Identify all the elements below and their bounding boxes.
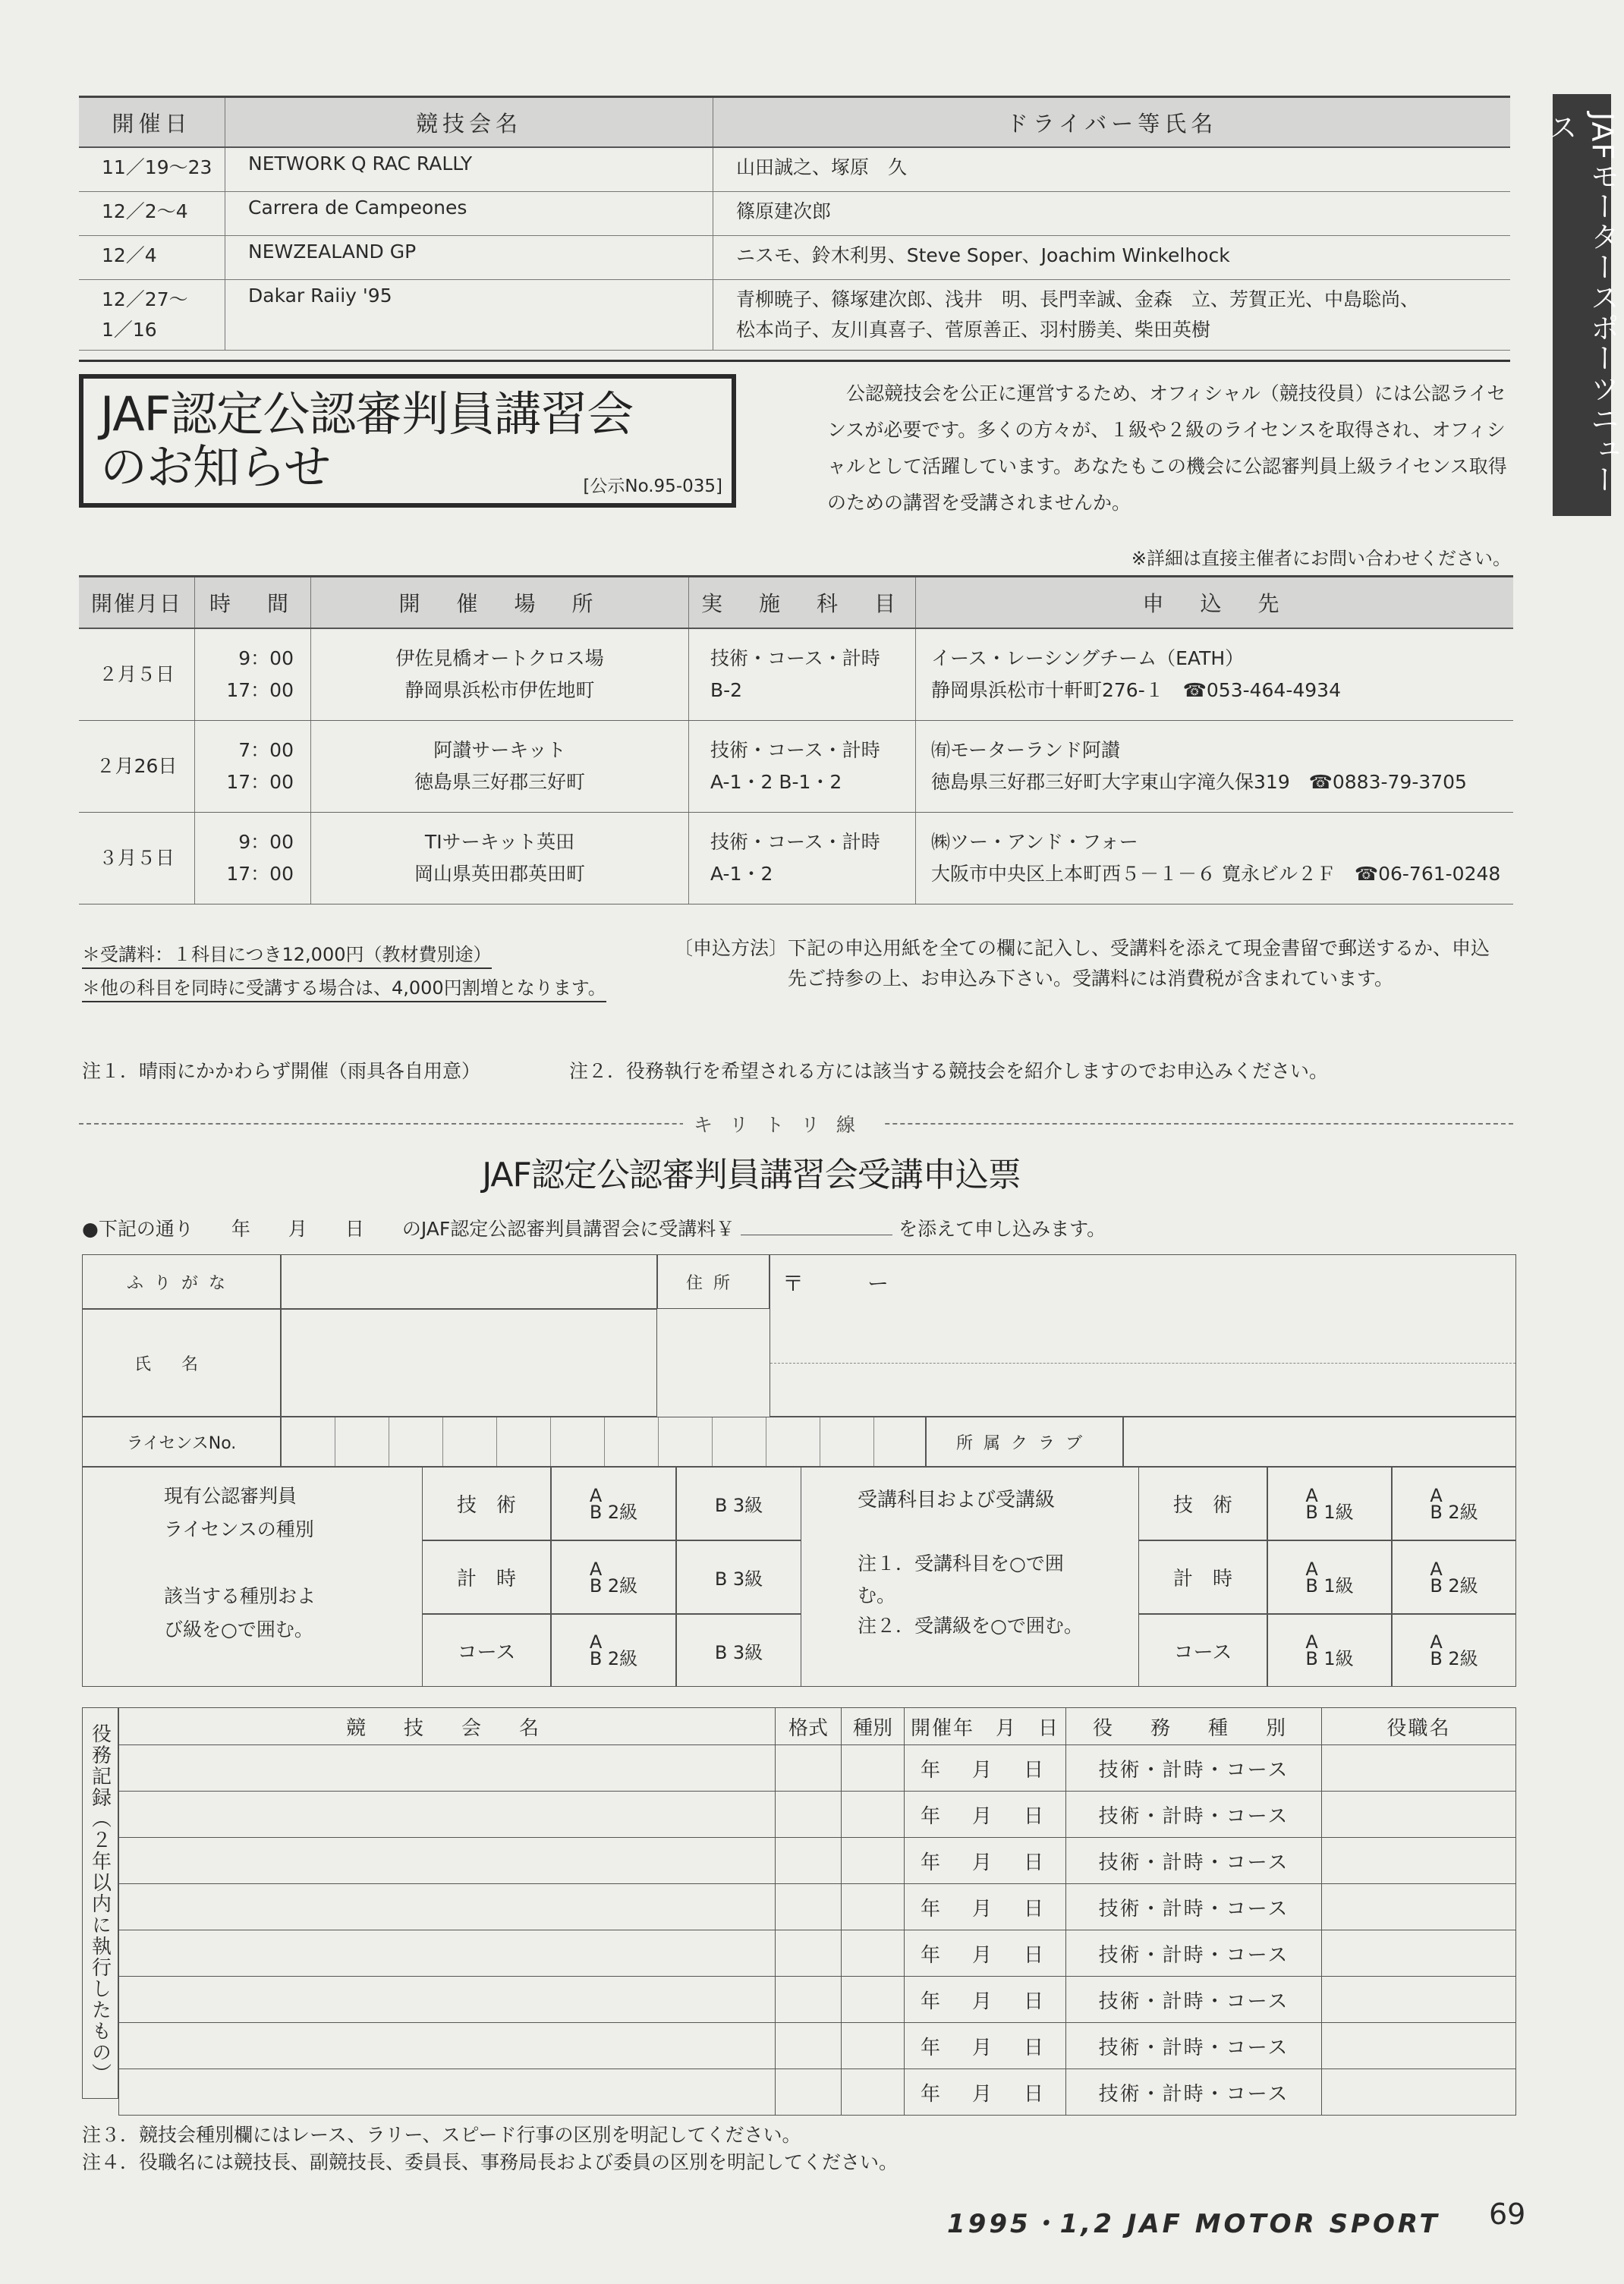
duty-event-field[interactable] bbox=[119, 2023, 776, 2069]
duty-header-event: 競 技 会 名 bbox=[119, 1708, 776, 1745]
session-contact-name: ㈲モーターランド阿讃 bbox=[931, 739, 1121, 761]
result-event: NETWORK Q RAC RALLY bbox=[225, 147, 713, 191]
notice-title-line1: JAF認定公認審判員講習会 bbox=[100, 386, 634, 442]
section-side-tab: JAFモータースポーツニュース bbox=[1553, 94, 1611, 516]
subject-timing-ab1[interactable]: A B 1級 bbox=[1267, 1540, 1392, 1614]
address-divider bbox=[770, 1363, 1515, 1364]
duty-type-options[interactable]: 技術・計時・コース bbox=[1066, 2069, 1322, 2116]
session-place-name: 阿讃サーキット bbox=[433, 739, 566, 761]
duty-grade-field[interactable] bbox=[776, 2023, 842, 2069]
session-subject: 技術・コース・計時 bbox=[710, 831, 880, 853]
address-field[interactable] bbox=[770, 1254, 1516, 1417]
sessions-header-place: 開 催 場 所 bbox=[311, 577, 689, 629]
duty-type-options[interactable]: 技術・計時・コース bbox=[1066, 1792, 1322, 1838]
results-header-drivers: ドライバー等氏名 bbox=[713, 97, 1511, 148]
duty-grade-field[interactable] bbox=[776, 1930, 842, 1977]
duty-type-options[interactable]: 技術・計時・コース bbox=[1066, 1838, 1322, 1884]
current-timing-b3[interactable]: B 3級 bbox=[676, 1540, 801, 1614]
footnote-3: 注３．競技会種別欄にはレース、ラリー、スピード行事の区別を明記してください。 bbox=[82, 2124, 801, 2146]
duty-grade-field[interactable] bbox=[776, 1977, 842, 2023]
table-row bbox=[79, 279, 1510, 350]
duty-date-cell[interactable]: 年 月 日 bbox=[905, 1884, 1066, 1930]
duty-grade-field[interactable] bbox=[776, 1884, 842, 1930]
sessions-header-contact: 申 込 先 bbox=[916, 577, 1514, 629]
table-row bbox=[79, 235, 1510, 279]
session-subject: 技術・コース・計時 bbox=[710, 739, 880, 761]
duty-type-field[interactable] bbox=[842, 1930, 905, 1977]
results-table bbox=[79, 96, 1510, 351]
subject-row-timing: 計 時 bbox=[1138, 1540, 1267, 1614]
furigana-field[interactable] bbox=[281, 1254, 657, 1309]
duty-date-cell[interactable]: 年 月 日 bbox=[905, 1792, 1066, 1838]
session-grade: B-2 bbox=[710, 679, 743, 701]
duty-title-field[interactable] bbox=[1322, 1930, 1516, 1977]
session-place-address: 静岡県浜松市伊佐地町 bbox=[404, 679, 595, 701]
current-row-tech: 技 術 bbox=[422, 1467, 551, 1540]
table-row bbox=[119, 1838, 1516, 1884]
page-number: 69 bbox=[1489, 2197, 1526, 2231]
duty-event-field[interactable] bbox=[119, 1977, 776, 2023]
duty-header-duty: 役 務 種 別 bbox=[1066, 1708, 1322, 1745]
duty-type-field[interactable] bbox=[842, 1745, 905, 1792]
current-course-ab2[interactable]: A B 2級 bbox=[551, 1614, 676, 1687]
duty-event-field[interactable] bbox=[119, 1792, 776, 1838]
session-date: ２月26日 bbox=[79, 721, 195, 813]
sessions-header-date: 開催月日 bbox=[79, 577, 195, 629]
table-row bbox=[79, 813, 1513, 904]
duty-grade-field[interactable] bbox=[776, 1838, 842, 1884]
notice-number: [公示No.95-035] bbox=[583, 477, 722, 496]
duty-type-field[interactable] bbox=[842, 1792, 905, 1838]
duty-date-cell[interactable]: 年 月 日 bbox=[905, 1745, 1066, 1792]
duty-type-options[interactable]: 技術・計時・コース bbox=[1066, 2023, 1322, 2069]
session-contact-address: 大阪市中央区上本町西５－１－６ 寛永ビル２Ｆ ☎06-761-0248 bbox=[931, 863, 1501, 885]
duty-record-table bbox=[118, 1707, 1516, 2116]
duty-title-field[interactable] bbox=[1322, 1884, 1516, 1930]
detail-note: ※詳細は直接主催者にお問い合わせください。 bbox=[1131, 548, 1511, 569]
publication-footer: 1995・1,2 JAF MOTOR SPORT bbox=[947, 2209, 1440, 2239]
form-lead-tail: を添えて申し込みます。 bbox=[899, 1218, 1106, 1240]
session-contact-address: 徳島県三好郡三好町大字東山字滝久保319 ☎0883-79-3705 bbox=[931, 771, 1467, 793]
footnote-4: 注４．役職名には競技長、副競技長、委員長、事務局長および委員の区別を明記してください。 bbox=[82, 2151, 899, 2173]
session-date: ２月５日 bbox=[79, 628, 195, 721]
result-drivers: 青柳暁子、篠塚建次郎、浅井 明、長門幸誠、金森 立、芳賀正光、中島聡尚、 松本尚子、友川真喜子、菅原善正、羽村勝美、柴田英樹 bbox=[713, 279, 1511, 350]
duty-grade-field[interactable] bbox=[776, 2069, 842, 2116]
session-date: ３月５日 bbox=[79, 813, 195, 904]
result-date: 12／4 bbox=[79, 235, 225, 279]
subject-tech-ab2[interactable]: A B 2級 bbox=[1392, 1467, 1516, 1540]
table-row bbox=[79, 147, 1510, 191]
result-event: Carrera de Campeones bbox=[225, 191, 713, 235]
session-time-start: 9：00 bbox=[238, 831, 294, 853]
duty-title-field[interactable] bbox=[1322, 1977, 1516, 2023]
table-row bbox=[119, 1745, 1516, 1792]
subject-row-tech: 技 術 bbox=[1138, 1467, 1267, 1540]
form-lead-text: ●下記の通り 年 月 日 のJAF認定公認審判員講習会に受講料￥ bbox=[82, 1218, 735, 1240]
duty-type-field[interactable] bbox=[842, 1838, 905, 1884]
current-row-timing: 計 時 bbox=[422, 1540, 551, 1614]
license-no-field[interactable] bbox=[281, 1417, 926, 1467]
duty-title-field[interactable] bbox=[1322, 1745, 1516, 1792]
note-1: 注１．晴雨にかかわらず開催（雨具各自用意） bbox=[82, 1060, 481, 1082]
duty-type-field[interactable] bbox=[842, 2023, 905, 2069]
current-course-b3[interactable]: B 3級 bbox=[676, 1614, 801, 1687]
session-place-address: 徳島県三好郡三好町 bbox=[414, 771, 585, 793]
session-contact-name: イース・レーシングチーム（EATH） bbox=[931, 647, 1245, 669]
subject-course-ab2[interactable]: A B 2級 bbox=[1392, 1614, 1516, 1687]
table-row bbox=[119, 1977, 1516, 2023]
current-tech-b3[interactable]: B 3級 bbox=[676, 1467, 801, 1540]
result-date: 11／19～23 bbox=[79, 147, 225, 191]
table-row bbox=[119, 2069, 1516, 2116]
session-time-end: 17：00 bbox=[226, 679, 294, 701]
session-place-name: 伊佐見橋オートクロス場 bbox=[395, 647, 604, 669]
license-no-label: ライセンスNo. bbox=[82, 1417, 281, 1467]
duty-grade-field[interactable] bbox=[776, 1745, 842, 1792]
session-contact-address: 静岡県浜松市十軒町276-１ ☎053-464-4934 bbox=[931, 679, 1341, 701]
duty-header-grade: 格式 bbox=[776, 1708, 842, 1745]
club-field[interactable] bbox=[1123, 1417, 1516, 1467]
table-row bbox=[79, 721, 1513, 813]
name-field[interactable] bbox=[281, 1309, 657, 1417]
cut-line-label: キリトリ線 bbox=[683, 1110, 883, 1137]
duty-date-cell[interactable]: 年 月 日 bbox=[905, 1977, 1066, 2023]
duty-record-rows bbox=[119, 1745, 1516, 2116]
table-row bbox=[119, 2023, 1516, 2069]
session-contact-name: ㈱ツー・アンド・フォー bbox=[931, 831, 1138, 853]
table-row bbox=[79, 628, 1513, 721]
duty-type-field[interactable] bbox=[842, 1977, 905, 2023]
subject-label: 受講科目および受講級 bbox=[858, 1489, 1056, 1512]
section-divider bbox=[79, 360, 1510, 362]
form-lead bbox=[82, 1214, 1106, 1241]
furigana-label: ふりがな bbox=[82, 1254, 281, 1309]
result-date: 12／2～4 bbox=[79, 191, 225, 235]
fee-note-1: ＊受講料：１科目につき12,000円（教材費別途） bbox=[82, 939, 492, 969]
subject-row-course: コース bbox=[1138, 1614, 1267, 1687]
duty-date-cell[interactable]: 年 月 日 bbox=[905, 1838, 1066, 1884]
table-row bbox=[119, 1792, 1516, 1838]
subject-note-1: 注１．受講科目を○で囲む。 bbox=[858, 1553, 1064, 1606]
result-drivers: ニスモ、鈴木利男、Steve Soper、Joachim Winkelhock bbox=[713, 235, 1511, 279]
postal-code-mark: 〒 ー bbox=[782, 1271, 889, 1296]
sessions-header-time: 時 間 bbox=[195, 577, 311, 629]
duty-header-type: 種別 bbox=[842, 1708, 905, 1745]
session-time-end: 17：00 bbox=[226, 863, 294, 885]
result-drivers: 山田誠之、塚原 久 bbox=[713, 147, 1511, 191]
session-time-end: 17：00 bbox=[226, 771, 294, 793]
fee-note-2: ＊他の科目を同時に受講する場合は、4,000円割増となります。 bbox=[82, 973, 606, 1002]
table-row bbox=[119, 1884, 1516, 1930]
duty-event-field[interactable] bbox=[119, 1838, 776, 1884]
duty-record-side-label: 役務記録（２年以内に執行したもの） bbox=[82, 1707, 118, 2099]
session-place-name: TIサーキット英田 bbox=[424, 831, 575, 853]
duty-event-field[interactable] bbox=[119, 1745, 776, 1792]
session-time-start: 7：00 bbox=[238, 739, 294, 761]
result-drivers: 篠原建次郎 bbox=[713, 191, 1511, 235]
duty-header-title: 役職名 bbox=[1322, 1708, 1516, 1745]
current-row-course: コース bbox=[422, 1614, 551, 1687]
duty-event-field[interactable] bbox=[119, 1884, 776, 1930]
result-event: Dakar Raiiy '95 bbox=[225, 279, 713, 350]
duty-type-field[interactable] bbox=[842, 2069, 905, 2116]
session-grade: A-1・2 B-1・2 bbox=[710, 771, 842, 793]
club-label: 所属クラブ bbox=[926, 1417, 1123, 1467]
table-row bbox=[79, 191, 1510, 235]
note-2: 注２．役務執行を希望される方には該当する競技会を紹介しますのでお申込みください。 bbox=[569, 1060, 1329, 1082]
apply-method-label: 〔申込方法〕 bbox=[674, 937, 788, 959]
duty-type-options[interactable]: 技術・計時・コース bbox=[1066, 1930, 1322, 1977]
result-event: NEWZEALAND GP bbox=[225, 235, 713, 279]
duty-type-options[interactable]: 技術・計時・コース bbox=[1066, 1745, 1322, 1792]
subject-course-ab1[interactable]: A B 1級 bbox=[1267, 1614, 1392, 1687]
session-time-start: 9：00 bbox=[238, 647, 294, 669]
current-license-label: 現有公認審判員 ライセンスの種別 該当する種別およ び級を○で囲む。 bbox=[164, 1485, 316, 1641]
duty-grade-field[interactable] bbox=[776, 1792, 842, 1838]
session-grade: A-1・2 bbox=[710, 863, 773, 885]
duty-type-options[interactable]: 技術・計時・コース bbox=[1066, 1884, 1322, 1930]
duty-title-field[interactable] bbox=[1322, 1792, 1516, 1838]
subject-note-2: 注２．受講級を○で囲む。 bbox=[858, 1615, 1083, 1637]
notice-title-box bbox=[79, 374, 736, 508]
notice-title-line2: のお知らせ bbox=[100, 439, 331, 495]
apply-method bbox=[674, 933, 1493, 994]
duty-date-cell[interactable]: 年 月 日 bbox=[905, 2069, 1066, 2116]
duty-event-field[interactable] bbox=[119, 1930, 776, 1977]
name-label: 氏名 bbox=[82, 1309, 281, 1417]
duty-title-field[interactable] bbox=[1322, 1838, 1516, 1884]
duty-event-field[interactable] bbox=[119, 2069, 776, 2116]
apply-method-text: 下記の申込用紙を全ての欄に記入し、受講料を添えて現金書留で郵送するか、申込先ご持参の上、お申込み下さい。受講料には消費税が含まれています。 bbox=[788, 937, 1490, 989]
address-label: 住所 bbox=[657, 1254, 770, 1309]
current-tech-ab2[interactable]: A B 2級 bbox=[551, 1467, 676, 1540]
subject-timing-ab2[interactable]: A B 2級 bbox=[1392, 1540, 1516, 1614]
duty-header-date: 開催年 月 日 bbox=[905, 1708, 1066, 1745]
sessions-table bbox=[79, 575, 1513, 904]
form-title: JAF認定公認審判員講習会受講申込票 bbox=[482, 1156, 1021, 1194]
duty-date-cell[interactable]: 年 月 日 bbox=[905, 1930, 1066, 1977]
subject-tech-ab1[interactable]: A B 1級 bbox=[1267, 1467, 1392, 1540]
duty-title-field[interactable] bbox=[1322, 2069, 1516, 2116]
notice-intro: 公認競技会を公正に運営するため、オフィシャル（競技役員）には公認ライセンスが必要です。多くの方々が、１級や２級のライセンスを取得され、オフィシャルとして活躍しています。あなたもこの機会に公認審判員上級ライセンス取得のための講習を受講されませんか。 bbox=[827, 382, 1507, 514]
results-header-event: 競技会名 bbox=[225, 97, 713, 148]
duty-date-cell[interactable]: 年 月 日 bbox=[905, 2023, 1066, 2069]
notice-title bbox=[100, 388, 633, 494]
duty-title-field[interactable] bbox=[1322, 2023, 1516, 2069]
duty-type-field[interactable] bbox=[842, 1884, 905, 1930]
results-header-date: 開催日 bbox=[79, 97, 225, 148]
result-date: 12／27～ 1／16 bbox=[79, 279, 225, 350]
session-subject: 技術・コース・計時 bbox=[710, 647, 880, 669]
sessions-header-subject: 実 施 科 目 bbox=[689, 577, 916, 629]
current-timing-ab2[interactable]: A B 2級 bbox=[551, 1540, 676, 1614]
session-place-address: 岡山県英田郡英田町 bbox=[414, 863, 585, 885]
duty-type-options[interactable]: 技術・計時・コース bbox=[1066, 1977, 1322, 2023]
table-row bbox=[119, 1930, 1516, 1977]
